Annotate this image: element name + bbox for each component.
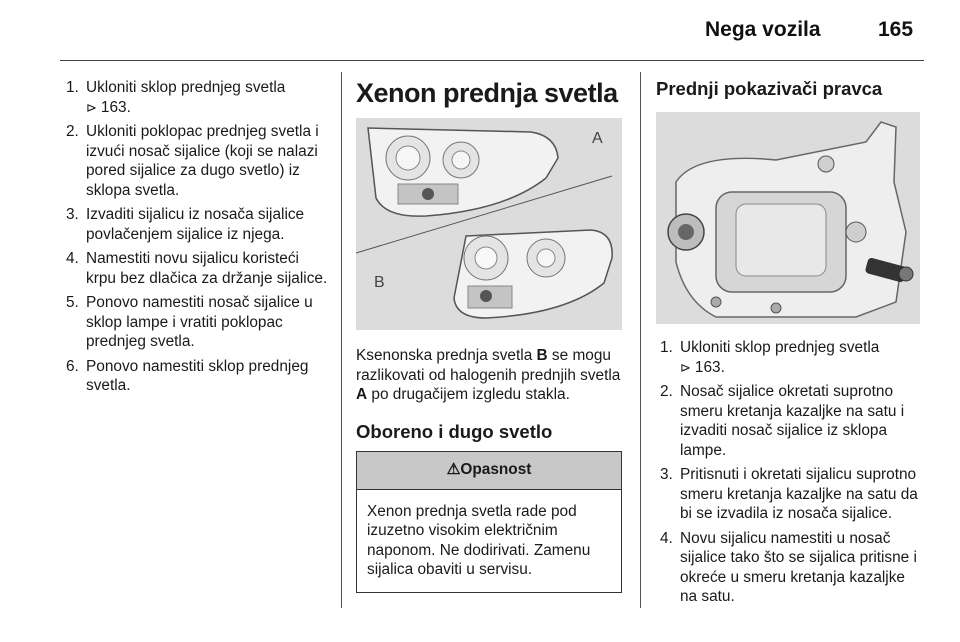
- warning-title: Opasnost: [460, 460, 532, 478]
- column-divider-2: [640, 72, 641, 608]
- turn-signal-bulb-figure: [656, 112, 920, 324]
- section-title-xenon: Xenon prednja svetla: [356, 78, 618, 108]
- column-1: [62, 78, 328, 401]
- warning-text: Xenon prednja svetla rade pod izuzetno visokim električnim naponom. Ne dodirivati. Zamenu sijalica obaviti u servisu.: [367, 502, 591, 578]
- warning-icon: ⚠: [446, 460, 461, 478]
- list-item: 4. Novu sijalicu namestiti u nosač sijalice tako što se sijalica pritisne i okreće u smeru kretanja kazaljke na satu.: [660, 529, 917, 605]
- running-header-title: Nega vozila: [705, 18, 821, 41]
- headlamp-comparison-illustration: [356, 118, 622, 330]
- page-ref: 163.: [694, 358, 725, 376]
- header-rule: [60, 60, 924, 61]
- column-2: [356, 78, 624, 593]
- page-number: 165: [878, 18, 914, 41]
- list-item: 1. Ukloniti sklop prednjeg svetla ⊳ 163.: [66, 79, 286, 116]
- page-ref: 163.: [100, 98, 131, 116]
- page-ref-icon: ⊳: [680, 359, 691, 375]
- removal-steps-list: [62, 78, 328, 396]
- column-divider-1: [341, 72, 342, 608]
- headlamp-comparison-figure: [356, 118, 622, 330]
- section-title-low-high-beam: Oboreno i dugo svetlo: [356, 420, 553, 442]
- page-ref-icon: ⊳: [86, 99, 97, 115]
- list-item: 5. Ponovo namestiti nosač sijalice u sklop lampe i vratiti poklopac prednjeg svetla.: [66, 294, 313, 350]
- list-item: 2. Ukloniti poklopac prednjeg svetla i izvući nosač sijalice (koji se nalazi pored sijalice za dugo svetlo) iz sklopa svetla.: [66, 123, 319, 199]
- figure-label-a: A: [592, 130, 603, 147]
- turn-signal-illustration: [656, 112, 920, 324]
- list-item: 3. Pritisnuti i okretati sijalicu suprotno smeru kretanja kazaljke na satu da bi se izvadila iz nosača sijalice.: [660, 466, 918, 522]
- list-item: 2. Nosač sijalice okretati suprotno smeru kretanja kazaljke na satu i izvaditi nosač sijalice iz sklopa lampe.: [660, 383, 905, 459]
- list-item: 4. Namestiti novu sijalicu koristeći krpu bez dlačica za držanje sijalice.: [66, 250, 328, 287]
- xenon-description: Ksenonska prednja svetla B se mogu razlikovati od halogenih prednjih svetla A po drugačijem izgledu stakla.: [356, 347, 621, 403]
- column-3: [656, 78, 924, 612]
- figure-label-b: B: [374, 274, 385, 291]
- section-title-turn-signals: Prednji pokazivači pravca: [656, 78, 883, 99]
- list-item: 3. Izvaditi sijalicu iz nosača sijalice povlačenjem sijalice iz njega.: [66, 206, 305, 243]
- list-item: 1. Ukloniti sklop prednjeg svetla ⊳ 163.: [660, 339, 880, 376]
- warning-header: [357, 452, 621, 490]
- danger-warning-box: [356, 451, 622, 593]
- list-item: 6. Ponovo namestiti sklop prednjeg svetla.: [66, 357, 309, 394]
- turn-signal-steps-list: [656, 338, 924, 607]
